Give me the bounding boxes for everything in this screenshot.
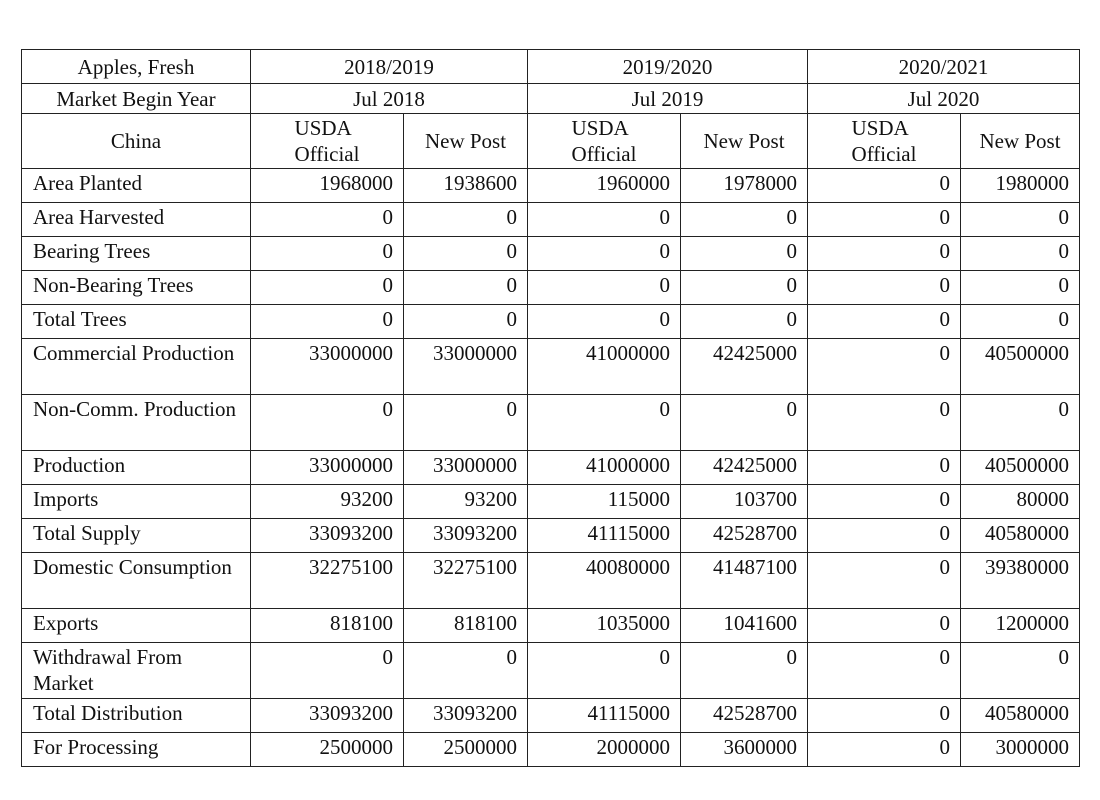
value-cell: 818100: [404, 609, 528, 643]
value-cell: 0: [961, 271, 1080, 305]
value-cell: 0: [808, 553, 961, 609]
usda-line-2: Official: [851, 142, 917, 166]
value-cell: 0: [808, 519, 961, 553]
usda-line-1: USDA: [851, 116, 909, 140]
value-cell: 2500000: [404, 733, 528, 767]
value-cell: 0: [251, 237, 404, 271]
value-cell: 1980000: [961, 169, 1080, 203]
value-cell: 1960000: [528, 169, 681, 203]
begin-2018: Jul 2018: [251, 84, 528, 114]
value-cell: 0: [961, 643, 1080, 699]
value-cell: 32275100: [404, 553, 528, 609]
value-cell: 0: [808, 485, 961, 519]
value-cell: 0: [961, 237, 1080, 271]
table-row: [22, 237, 1080, 271]
value-cell: 41487100: [681, 553, 808, 609]
value-cell: 41000000: [528, 339, 681, 395]
value-cell: 0: [808, 609, 961, 643]
table-row: [22, 395, 1080, 451]
row-label: Bearing Trees: [22, 237, 251, 271]
value-cell: 40500000: [961, 339, 1080, 395]
row-label: Domestic Consumption: [22, 553, 251, 609]
value-cell: 0: [808, 451, 961, 485]
value-cell: 103700: [681, 485, 808, 519]
value-cell: 80000: [961, 485, 1080, 519]
value-cell: 0: [528, 643, 681, 699]
market-begin-label: Market Begin Year: [22, 84, 251, 114]
table-row: [22, 169, 1080, 203]
row-label: Area Planted: [22, 169, 251, 203]
value-cell: 0: [681, 271, 808, 305]
table-row: [22, 553, 1080, 609]
value-cell: 0: [251, 271, 404, 305]
country-cell: China: [22, 114, 251, 169]
value-cell: 42425000: [681, 451, 808, 485]
row-label: Total Distribution: [22, 699, 251, 733]
usda-line-1: USDA: [294, 116, 352, 140]
header-row-years: [22, 50, 1080, 84]
value-cell: 0: [251, 395, 404, 451]
value-cell: 0: [404, 305, 528, 339]
value-cell: 1200000: [961, 609, 1080, 643]
row-label: Imports: [22, 485, 251, 519]
value-cell: 3000000: [961, 733, 1080, 767]
value-cell: 32275100: [251, 553, 404, 609]
value-cell: 33000000: [404, 339, 528, 395]
value-cell: 0: [404, 643, 528, 699]
value-cell: 33000000: [404, 451, 528, 485]
value-cell: 93200: [251, 485, 404, 519]
value-cell: 0: [808, 237, 961, 271]
value-cell: 0: [528, 271, 681, 305]
value-cell: 0: [528, 203, 681, 237]
table-row: [22, 699, 1080, 733]
value-cell: 93200: [404, 485, 528, 519]
value-cell: 41115000: [528, 699, 681, 733]
value-cell: 33000000: [251, 451, 404, 485]
table-row: [22, 485, 1080, 519]
value-cell: 1968000: [251, 169, 404, 203]
usda-official-header: [528, 114, 681, 169]
value-cell: 33093200: [404, 699, 528, 733]
value-cell: 33000000: [251, 339, 404, 395]
table-row: [22, 203, 1080, 237]
value-cell: 0: [681, 395, 808, 451]
table-row: [22, 733, 1080, 767]
value-cell: 42528700: [681, 699, 808, 733]
value-cell: 0: [961, 395, 1080, 451]
value-cell: 1041600: [681, 609, 808, 643]
table-row: [22, 451, 1080, 485]
value-cell: 0: [808, 203, 961, 237]
begin-2020: Jul 2020: [808, 84, 1080, 114]
table-row: [22, 519, 1080, 553]
year-header-2019: 2019/2020: [528, 50, 808, 84]
value-cell: 40080000: [528, 553, 681, 609]
value-cell: 0: [808, 699, 961, 733]
value-cell: 0: [404, 203, 528, 237]
value-cell: 0: [528, 395, 681, 451]
row-label: Commercial Production: [22, 339, 251, 395]
value-cell: 0: [251, 643, 404, 699]
new-post-header: New Post: [681, 114, 808, 169]
value-cell: 0: [528, 237, 681, 271]
value-cell: 41000000: [528, 451, 681, 485]
value-cell: 3600000: [681, 733, 808, 767]
year-header-2018: 2018/2019: [251, 50, 528, 84]
value-cell: 0: [681, 305, 808, 339]
value-cell: 0: [681, 643, 808, 699]
value-cell: 0: [808, 339, 961, 395]
value-cell: 2000000: [528, 733, 681, 767]
value-cell: 42425000: [681, 339, 808, 395]
usda-official-header: [808, 114, 961, 169]
value-cell: 0: [528, 305, 681, 339]
value-cell: 33093200: [251, 519, 404, 553]
new-post-header: New Post: [404, 114, 528, 169]
begin-2019: Jul 2019: [528, 84, 808, 114]
value-cell: 0: [681, 203, 808, 237]
value-cell: 41115000: [528, 519, 681, 553]
usda-line-2: Official: [571, 142, 637, 166]
value-cell: 39380000: [961, 553, 1080, 609]
year-header-2020: 2020/2021: [808, 50, 1080, 84]
commodity-cell: Apples, Fresh: [22, 50, 251, 84]
value-cell: 0: [251, 305, 404, 339]
header-row-begin: [22, 84, 1080, 114]
value-cell: 40580000: [961, 699, 1080, 733]
table-row: [22, 643, 1080, 699]
value-cell: 115000: [528, 485, 681, 519]
usda-line-1: USDA: [571, 116, 629, 140]
psd-table: [21, 49, 1080, 767]
usda-line-2: Official: [294, 142, 360, 166]
value-cell: 0: [404, 271, 528, 305]
row-label: Exports: [22, 609, 251, 643]
row-label: Non-Bearing Trees: [22, 271, 251, 305]
value-cell: 1978000: [681, 169, 808, 203]
value-cell: 0: [808, 271, 961, 305]
value-cell: 0: [808, 305, 961, 339]
header-row-columns: [22, 114, 1080, 169]
value-cell: 40500000: [961, 451, 1080, 485]
table-row: [22, 339, 1080, 395]
value-cell: 40580000: [961, 519, 1080, 553]
row-label: Total Supply: [22, 519, 251, 553]
value-cell: 0: [808, 395, 961, 451]
table-row: [22, 305, 1080, 339]
value-cell: 0: [961, 305, 1080, 339]
value-cell: 0: [808, 733, 961, 767]
value-cell: 33093200: [404, 519, 528, 553]
table-row: [22, 609, 1080, 643]
value-cell: 2500000: [251, 733, 404, 767]
value-cell: 0: [961, 203, 1080, 237]
value-cell: 1035000: [528, 609, 681, 643]
row-label: Total Trees: [22, 305, 251, 339]
value-cell: 42528700: [681, 519, 808, 553]
new-post-header: New Post: [961, 114, 1080, 169]
value-cell: 0: [404, 395, 528, 451]
value-cell: 1938600: [404, 169, 528, 203]
row-label: Area Harvested: [22, 203, 251, 237]
value-cell: 0: [681, 237, 808, 271]
value-cell: 33093200: [251, 699, 404, 733]
row-label: Production: [22, 451, 251, 485]
row-label: Withdrawal From Market: [22, 643, 251, 699]
value-cell: 0: [808, 643, 961, 699]
usda-official-header: [251, 114, 404, 169]
row-label: Non-Comm. Production: [22, 395, 251, 451]
table-row: [22, 271, 1080, 305]
value-cell: 818100: [251, 609, 404, 643]
row-label: For Processing: [22, 733, 251, 767]
value-cell: 0: [251, 203, 404, 237]
value-cell: 0: [808, 169, 961, 203]
value-cell: 0: [404, 237, 528, 271]
